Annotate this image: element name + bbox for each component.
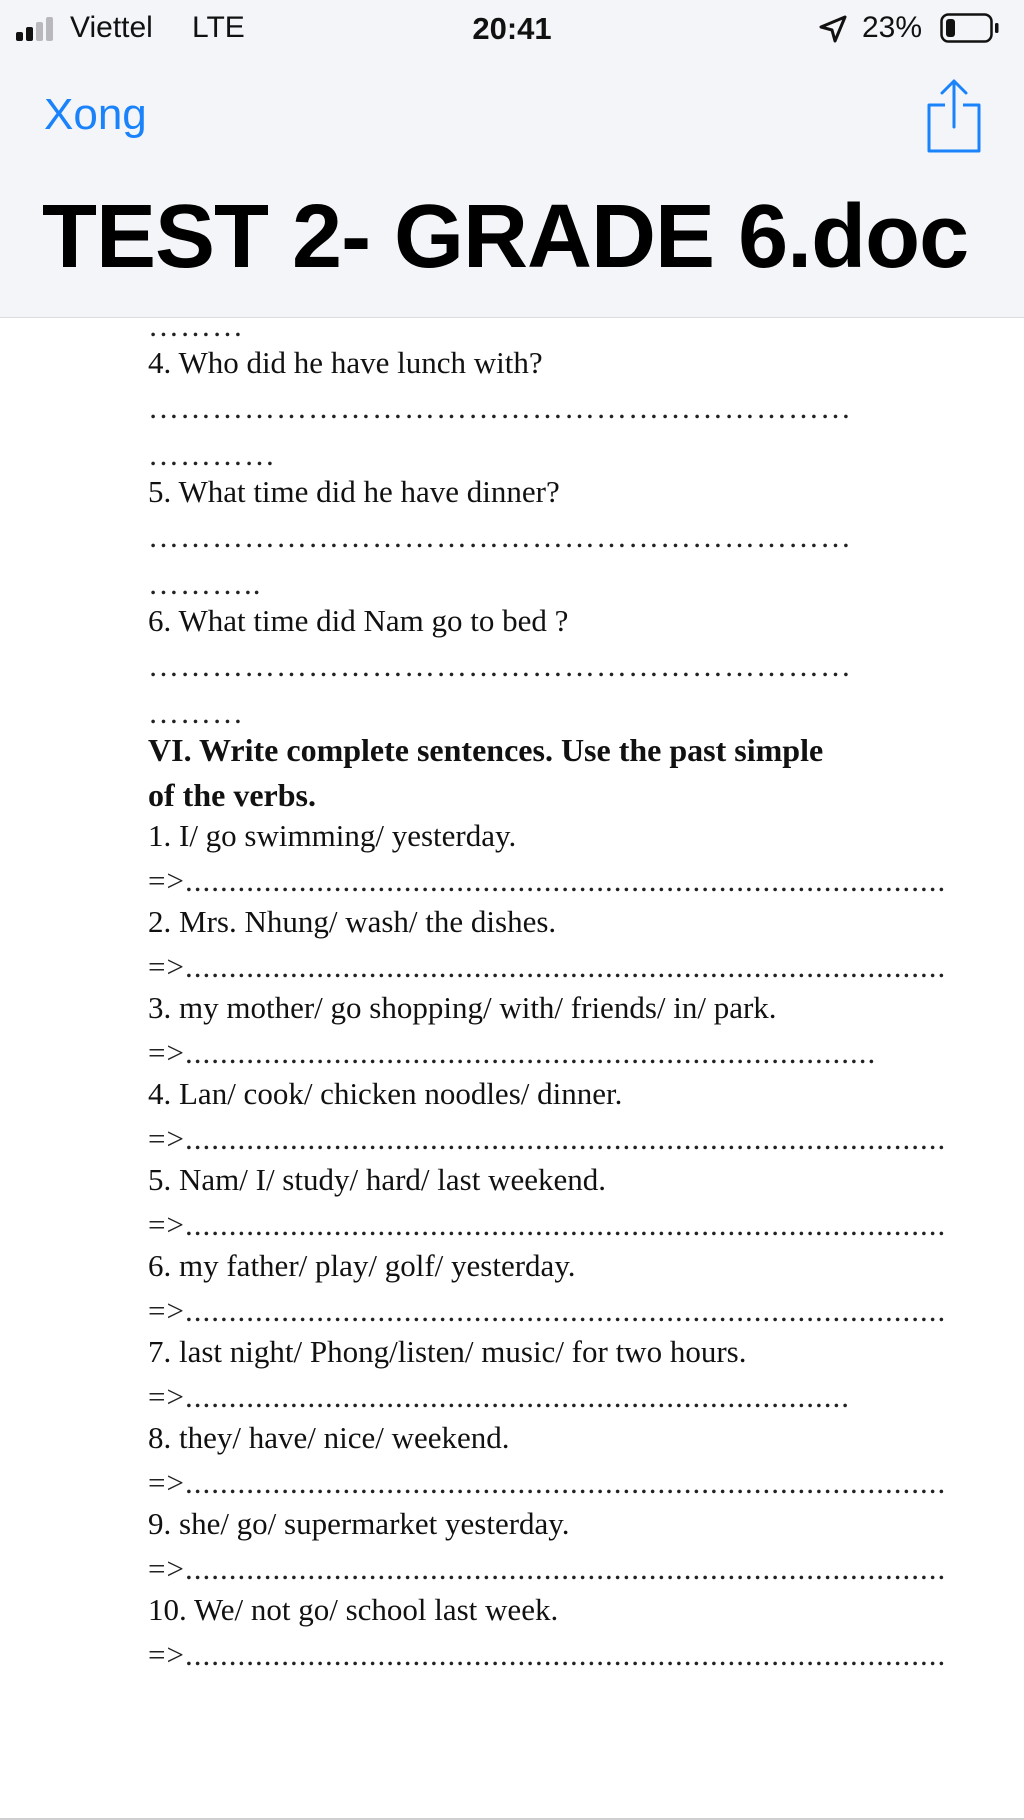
location-arrow-icon <box>818 14 848 44</box>
answer-dots: ………………………………………………………… <box>148 390 852 425</box>
exercise-prompt: 9. she/ go/ supermarket yesterday. <box>148 1506 570 1541</box>
exercise-answer: =>....................................................................................... <box>148 863 947 898</box>
exercise-prompt: 4. Lan/ cook/ chicken noodles/ dinner. <box>148 1076 623 1111</box>
exercise-answer: =>....................................................................................... <box>148 1121 947 1156</box>
battery-percent: 23% <box>862 11 923 44</box>
question-4: 4. Who did he have lunch with? <box>148 345 543 380</box>
exercise-prompt: 5. Nam/ I/ study/ hard/ last weekend. <box>148 1162 607 1197</box>
exercise-prompt: 10. We/ not go/ school last week. <box>148 1592 559 1627</box>
exercise-prompt: 3. my mother/ go shopping/ with/ friends/ in/ park. <box>148 990 777 1025</box>
exercise-prompt: 2. Mrs. Nhung/ wash/ the dishes. <box>148 904 557 939</box>
answer-dots: ……….. <box>148 566 262 601</box>
done-button[interactable]: Xong <box>44 90 147 139</box>
exercise-answer: =>....................................................................................... <box>148 949 947 984</box>
exercise-answer: =>....................................................................................... <box>148 1207 947 1242</box>
question-6: 6. What time did Nam go to bed ? <box>148 603 569 638</box>
status-time: 20:41 <box>472 11 552 46</box>
section-heading: of the verbs. <box>148 777 316 813</box>
answer-dots: ……… <box>148 695 244 730</box>
answer-dots: ……… <box>148 308 244 343</box>
answer-dots: ………………………………………………………… <box>148 648 852 683</box>
exercise-answer: =>............................................................................ <box>148 1379 850 1414</box>
document-title: TEST 2- GRADE 6.doc <box>42 187 969 287</box>
section-heading: VI. Write complete sentences. Use the past simple <box>148 732 824 768</box>
answer-dots: ………………………………………………………… <box>148 519 852 554</box>
network-type: LTE <box>192 11 245 44</box>
carrier-name: Viettel <box>70 11 153 44</box>
exercise-prompt: 7. last night/ Phong/listen/ music/ for two hours. <box>148 1334 747 1369</box>
exercise-prompt: 8. they/ have/ nice/ weekend. <box>148 1420 510 1455</box>
exercise-prompt: 1. I/ go swimming/ yesterday. <box>148 818 517 853</box>
question-5: 5. What time did he have dinner? <box>148 474 560 509</box>
exercise-answer: =>............................................................................... <box>148 1035 877 1070</box>
exercise-answer: =>....................................................................................... <box>148 1637 947 1672</box>
exercise-prompt: 6. my father/ play/ golf/ yesterday. <box>148 1248 576 1283</box>
share-icon[interactable] <box>925 77 983 155</box>
exercise-answer: =>....................................................................................... <box>148 1293 947 1328</box>
exercise-answer: =>....................................................................................... <box>148 1551 947 1586</box>
status-bar <box>0 0 1024 58</box>
answer-dots: ………… <box>148 437 276 472</box>
exercise-answer: =>....................................................................................... <box>148 1465 947 1500</box>
battery-icon <box>940 12 1000 44</box>
header-area <box>0 0 1024 318</box>
